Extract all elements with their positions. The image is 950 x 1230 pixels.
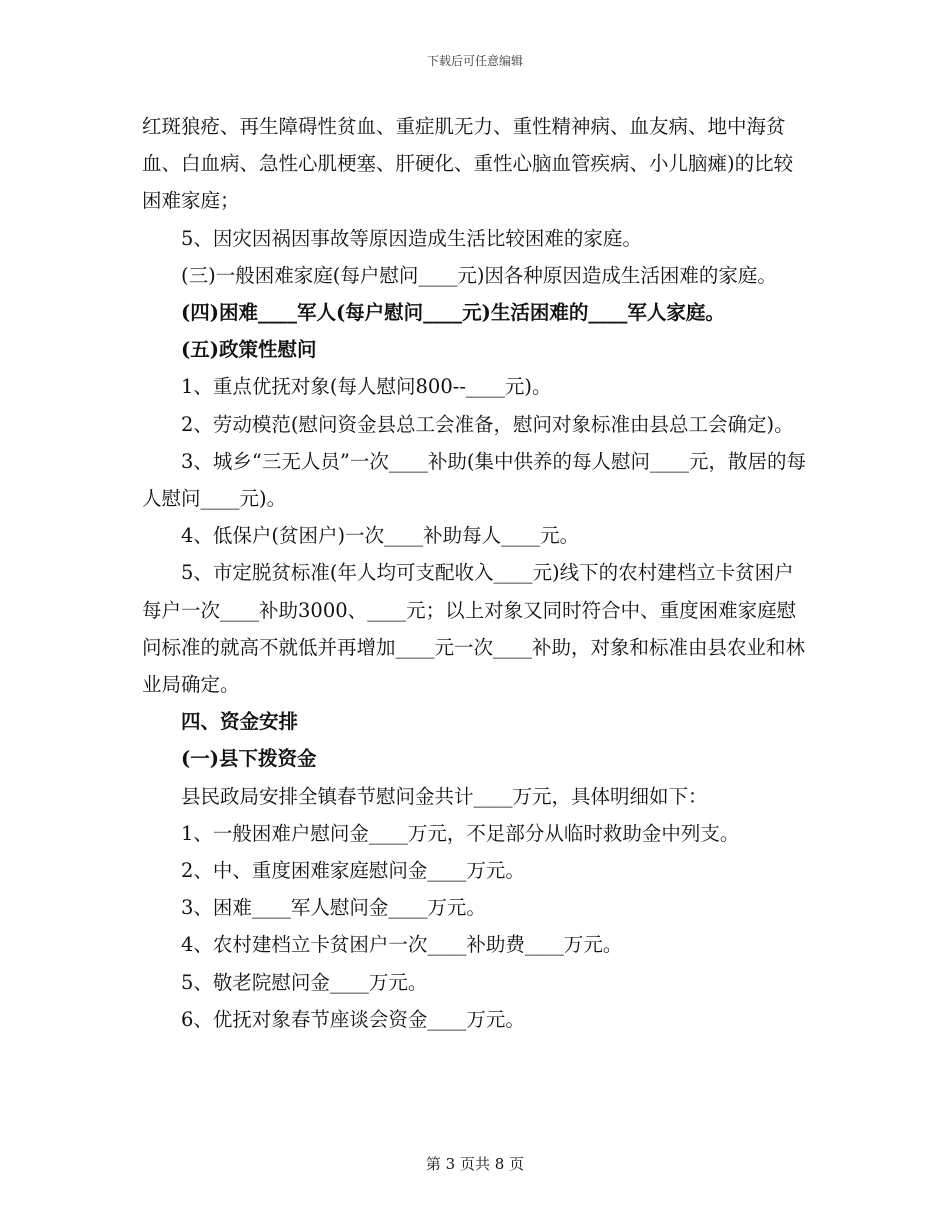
heading-hardship-military: (四)困难____军人(每户慰问____元)生活困难的____军人家庭。: [181, 301, 725, 325]
heading-county-funds: (一)县下拨资金: [181, 747, 317, 771]
list-item-fund-1: 1、一般困难户慰问金____万元，不足部分从临时救助金中列支。: [181, 821, 740, 845]
page-header: 下载后可任意编辑: [426, 54, 523, 68]
document-body: [142, 108, 810, 1038]
paragraph-model-workers: 2、劳动模范(慰问资金县总工会准备，慰问对象标准由县总工会确定)。: [181, 412, 794, 436]
heading-fund-arrangement: 四、资金安排: [181, 710, 299, 734]
list-item-fund-2: 2、中、重度困难家庭慰问金____万元。: [181, 859, 525, 883]
list-item-fund-3: 3、困难____军人慰问金____万元。: [181, 896, 486, 920]
page-footer: 第 3 页共 8 页: [425, 1155, 525, 1173]
paragraph-poverty-standard: 5、市定脱贫标准(年人均可支配收入____元)线下的农村建档立卡贫困户每户一次____补助3000、____元；以上对象又同时符合中、重度困难家庭慰问标准的就高不就低并再增加____元一次____补助，对象和标准由县农业和林业局确定。: [142, 561, 806, 697]
list-item-fund-4: 4、农村建档立卡贫困户一次____补助费____万元。: [181, 933, 623, 957]
paragraph-general-hardship: (三)一般困难家庭(每户慰问____元)因各种原因造成生活困难的家庭。: [181, 263, 777, 287]
paragraph-priority-care: 1、重点优抚对象(每人慰问800--____元)。: [181, 375, 552, 399]
list-item-fund-5: 5、敬老院慰问金____万元。: [181, 970, 428, 994]
paragraph-disaster-families: 5、因灾因祸因事故等原因造成生活比较困难的家庭。: [181, 226, 642, 250]
paragraph-low-income: 4、低保户(贫困户)一次____补助每人____元。: [181, 524, 580, 548]
list-item-fund-6: 6、优抚对象春节座谈会资金____万元。: [181, 1007, 525, 1031]
heading-policy-visits: (五)政策性慰问: [181, 338, 317, 362]
paragraph-three-without: 3、城乡“三无人员”一次____补助(集中供养的每人慰问____元，散居的每人慰问____元)。: [142, 449, 806, 511]
paragraph-fund-total: 县民政局安排全镇春节慰问金共计____万元，具体明细如下：: [181, 784, 708, 808]
paragraph-disease-list: 红斑狼疮、再生障碍性贫血、重症肌无力、重性精神病、血友病、地中海贫血、白血病、急性心肌梗塞、肝硬化、重性心脑血管疾病、小儿脑瘫)的比较困难家庭；: [142, 115, 794, 213]
